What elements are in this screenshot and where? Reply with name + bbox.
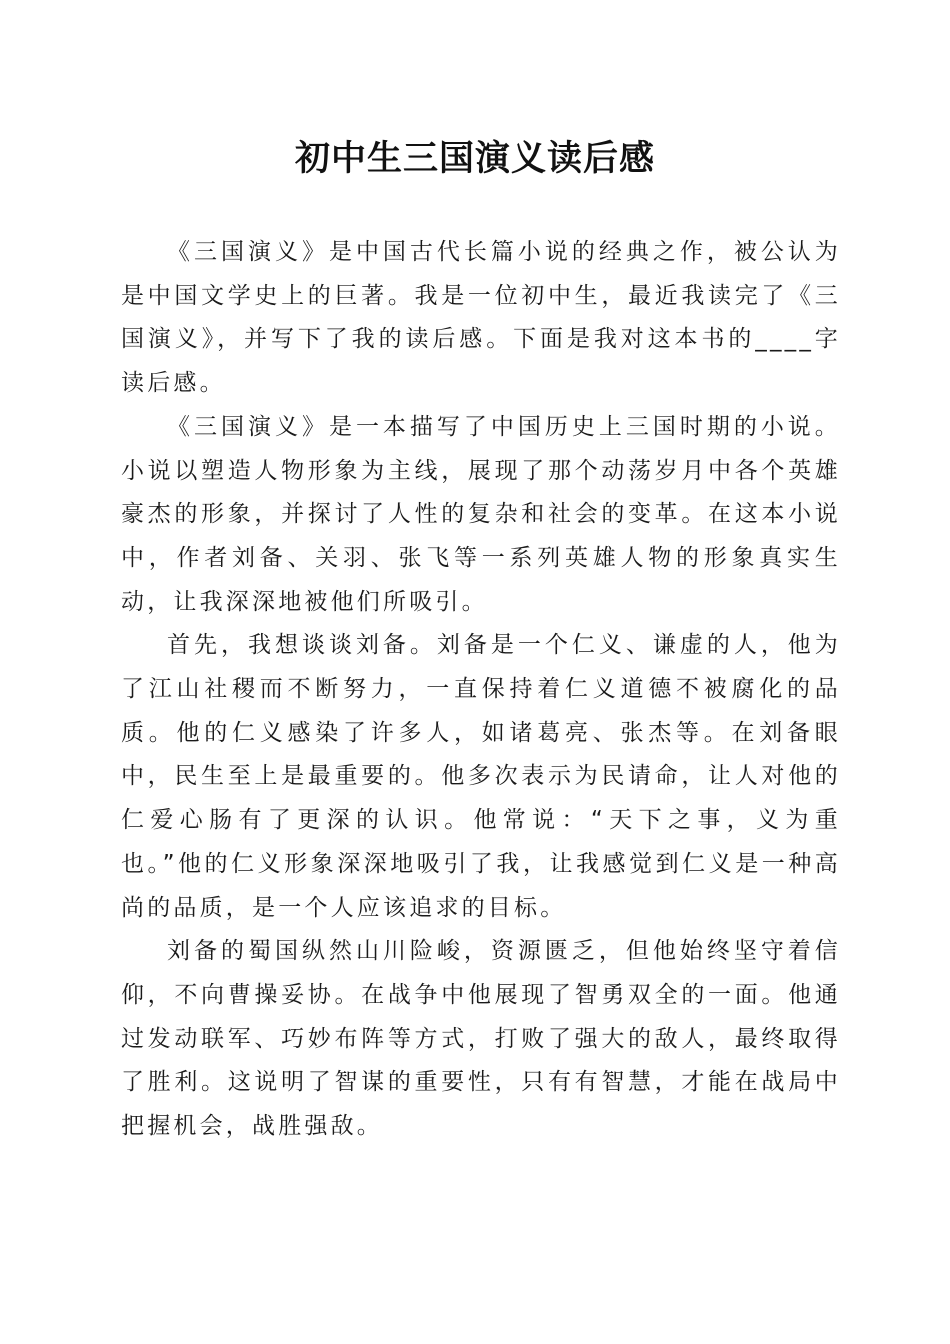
paragraph-overview: 《三国演义》是一本描写了中国历史上三国时期的小说。小说以塑造人物形象为主线，展现了那个动荡岁月中各个英雄豪杰的形象，并探讨了人性的复杂和社会的变革。在这本小说中，作者刘备、关羽、张飞等一系列英雄人物的形象真实生动，让我深深地被他们所吸引。 <box>121 413 841 615</box>
paragraph-intro: 《三国演义》是中国古代长篇小说的经典之作，被公认为是中国文学史上的巨著。我是一位初中生，最近我读完了《三国演义》，并写下了我的读后感。下面是我对这本书的____字读后感。 <box>121 239 841 397</box>
paragraph-liu-bei-virtue: 首先，我想谈谈刘备。刘备是一个仁义、谦虚的人，他为了江山社稷而不断努力，一直保持着仁义道德不被腐化的品质。他的仁义感染了许多人，如诸葛亮、张杰等。在刘备眼中，民生至上是最重要的。他多次表示为民请命，让人对他的仁爱心肠有了更深的认识。他常说：“天下之事，义为重也。”他的仁义形象深深地吸引了我，让我感觉到仁义是一种高尚的品质，是一个人应该追求的目标。 <box>121 632 841 921</box>
document-title: 初中生三国演义读后感 <box>294 138 655 179</box>
paragraph-liu-bei-strategy: 刘备的蜀国纵然山川险峻，资源匮乏，但他始终坚守着信仰，不向曹操妥协。在战争中他展现了智勇双全的一面。他通过发动联军、巧妙布阵等方式，打败了强大的敌人，最终取得了胜利。这说明了智谋的重要性，只有有智慧，才能在战局中把握机会，战胜强敌。 <box>121 938 841 1140</box>
document-body <box>121 231 841 1149</box>
